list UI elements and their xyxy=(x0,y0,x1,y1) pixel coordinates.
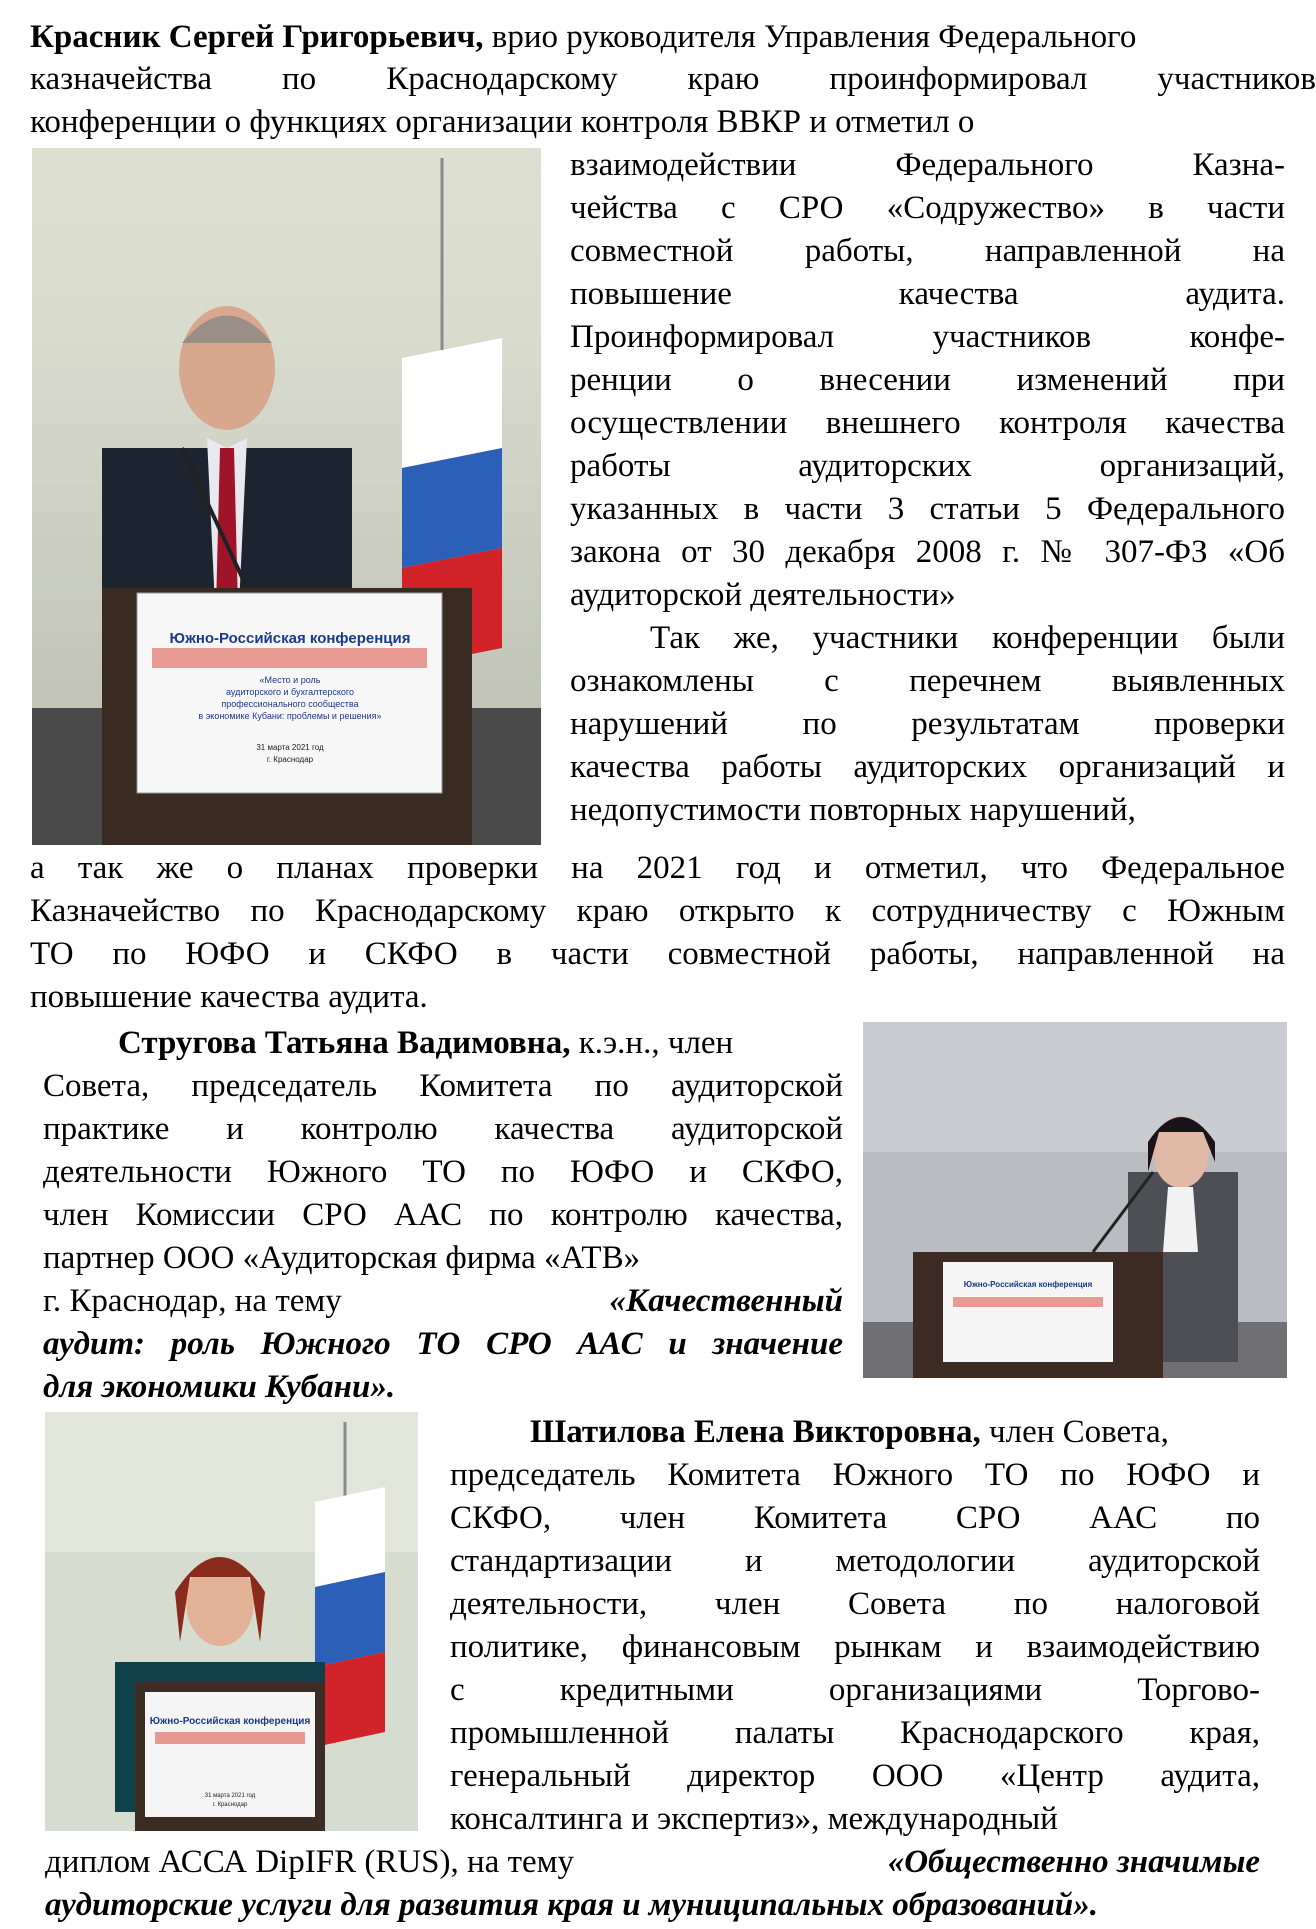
s2-l6: партнер ООО «Аудиторская фирма «АТВ» xyxy=(43,1240,641,1276)
s1-r3: совместной работы, направленной на xyxy=(570,233,1285,269)
s1-f1: а так же о планах проверки на 2021 год и отметил, что Федеральное xyxy=(30,850,1285,886)
sign3-title: Южно-Российская конференция xyxy=(149,1716,311,1727)
s1-r13: ознакомлены с перечнем выявленных xyxy=(570,663,1285,699)
s1-r11: аудиторской деятельности» xyxy=(570,577,956,613)
sign3-date: 31 марта 2021 год xyxy=(204,1793,256,1799)
s2-l4: деятельности Южного ТО по ЮФО и СКФО, xyxy=(43,1154,843,1190)
s3-l10: консалтинга и экспертиз», международный xyxy=(450,1801,1058,1837)
s3-l3: СКФО, член Комитета СРО ААС по xyxy=(450,1500,1260,1536)
sign1-subtitle4: в экономике Кубани: проблемы и решения» xyxy=(198,711,382,721)
s1-r8: работы аудиторских организаций, xyxy=(570,448,1285,484)
s1-f4: повышение качества аудита. xyxy=(30,979,428,1015)
s2-speaker-name: Стругова Татьяна Вадимовна, xyxy=(118,1025,571,1061)
sign1-title: Южно-Российская конференция xyxy=(169,630,411,647)
sign3-city: г. Краснодар xyxy=(212,1802,248,1808)
s2-topic-1: «Качественный xyxy=(609,1283,843,1319)
speaker-photo-strugova xyxy=(863,1022,1287,1378)
sign1-subtitle2: аудиторского и бухгалтерского xyxy=(225,687,355,697)
s3-line-1-text: член Совета, xyxy=(989,1414,1169,1450)
s1-r9: указанных в части 3 статьи 5 Федерального xyxy=(570,491,1285,527)
s2-l2: Совета, председатель Комитета по аудиторской xyxy=(43,1068,843,1104)
s3-l8: промышленной палаты Краснодарского края, xyxy=(450,1715,1260,1751)
s3-topic-2: аудиторские услуги для развития края и муниципальных образований». xyxy=(45,1887,1098,1923)
s2-l3: практике и контролю качества аудиторской xyxy=(43,1111,843,1147)
s1-f3: ТО по ЮФО и СКФО в части совместной работы, направленной на xyxy=(30,936,1285,972)
s1-r1: взаимодействии Федерального Казна- xyxy=(570,147,1285,183)
s3-line-1 xyxy=(530,1412,1169,1452)
s3-l6: политике, финансовым рынкам и взаимодействию xyxy=(450,1629,1260,1665)
s3-l11-text: диплом АССА DipIFR (RUS), на тему xyxy=(45,1844,575,1880)
s3-l7: с кредитными организациями Торгово- xyxy=(450,1672,1260,1708)
s1-r4: повышение качества аудита. xyxy=(570,276,1285,312)
sign1-subtitle1: «Место и роль xyxy=(259,675,321,685)
s2-topic-3: для экономики Кубани». xyxy=(43,1369,396,1405)
s2-line-1-text: к.э.н., член xyxy=(578,1025,734,1061)
s3-l9: генеральный директор ООО «Центр аудита, xyxy=(450,1758,1260,1794)
s2-l5: член Комиссии СРО ААС по контролю качества, xyxy=(43,1197,843,1233)
s3-l5: деятельности, член Совета по налоговой xyxy=(450,1586,1260,1622)
s1-r5: Проинформировал участников конфе- xyxy=(570,319,1285,355)
s3-l2: председатель Комитета Южного ТО по ЮФО и xyxy=(450,1457,1260,1493)
sign1-city: г. Краснодар xyxy=(266,755,314,764)
s1-r6: ренции о внесении изменений при xyxy=(570,362,1285,398)
s1-line-1-text: врио руководителя Управления Федерального xyxy=(491,19,1137,55)
s2-line-1 xyxy=(118,1023,733,1063)
s3-l4: стандартизации и методологии аудиторской xyxy=(450,1543,1260,1579)
s1-r12: Так же, участники конференции были xyxy=(650,620,1285,656)
s2-l7 xyxy=(43,1281,843,1321)
sign1-subtitle3: профессионального сообщества xyxy=(221,699,359,709)
s2-topic-2: аудит: роль Южного ТО СРО ААС и значение xyxy=(43,1326,843,1362)
sign1-date: 31 марта 2021 год xyxy=(256,743,324,752)
s3-l11 xyxy=(45,1842,1260,1882)
speaker-photo-krasnik xyxy=(32,148,541,845)
s1-f2: Казначейство по Краснодарскому краю открыто к сотрудничеству с Южным xyxy=(30,893,1285,929)
s1-r2: чейства с СРО «Содружество» в части xyxy=(570,190,1285,226)
s1-r16: недопустимости повторных нарушений, xyxy=(570,792,1136,828)
s1-line-3: конференции о функциях организации контроля ВВКР и отметил о xyxy=(30,104,975,140)
s3-topic-1: «Общественно значимые xyxy=(887,1844,1260,1880)
s1-r15: качества работы аудиторских организаций и xyxy=(570,749,1285,785)
s1-line-1 xyxy=(30,17,1136,57)
sign2-title: Южно-Российская конференция xyxy=(963,1280,1093,1289)
s3-speaker-name: Шатилова Елена Викторовна, xyxy=(530,1414,981,1450)
s1-line-2: казначейства по Краснодарскому краю проинформировал участников xyxy=(30,61,1316,97)
s1-speaker-name: Красник Сергей Григорьевич, xyxy=(30,19,484,55)
s1-r7: осуществлении внешнего контроля качества xyxy=(570,405,1285,441)
s2-l7-text: г. Краснодар, на тему xyxy=(43,1283,342,1319)
s1-r10: закона от 30 декабря 2008 г. № 307-ФЗ «Об xyxy=(570,534,1285,570)
s1-r14: нарушений по результатам проверки xyxy=(570,706,1285,742)
speaker-photo-shatilova xyxy=(45,1412,418,1831)
